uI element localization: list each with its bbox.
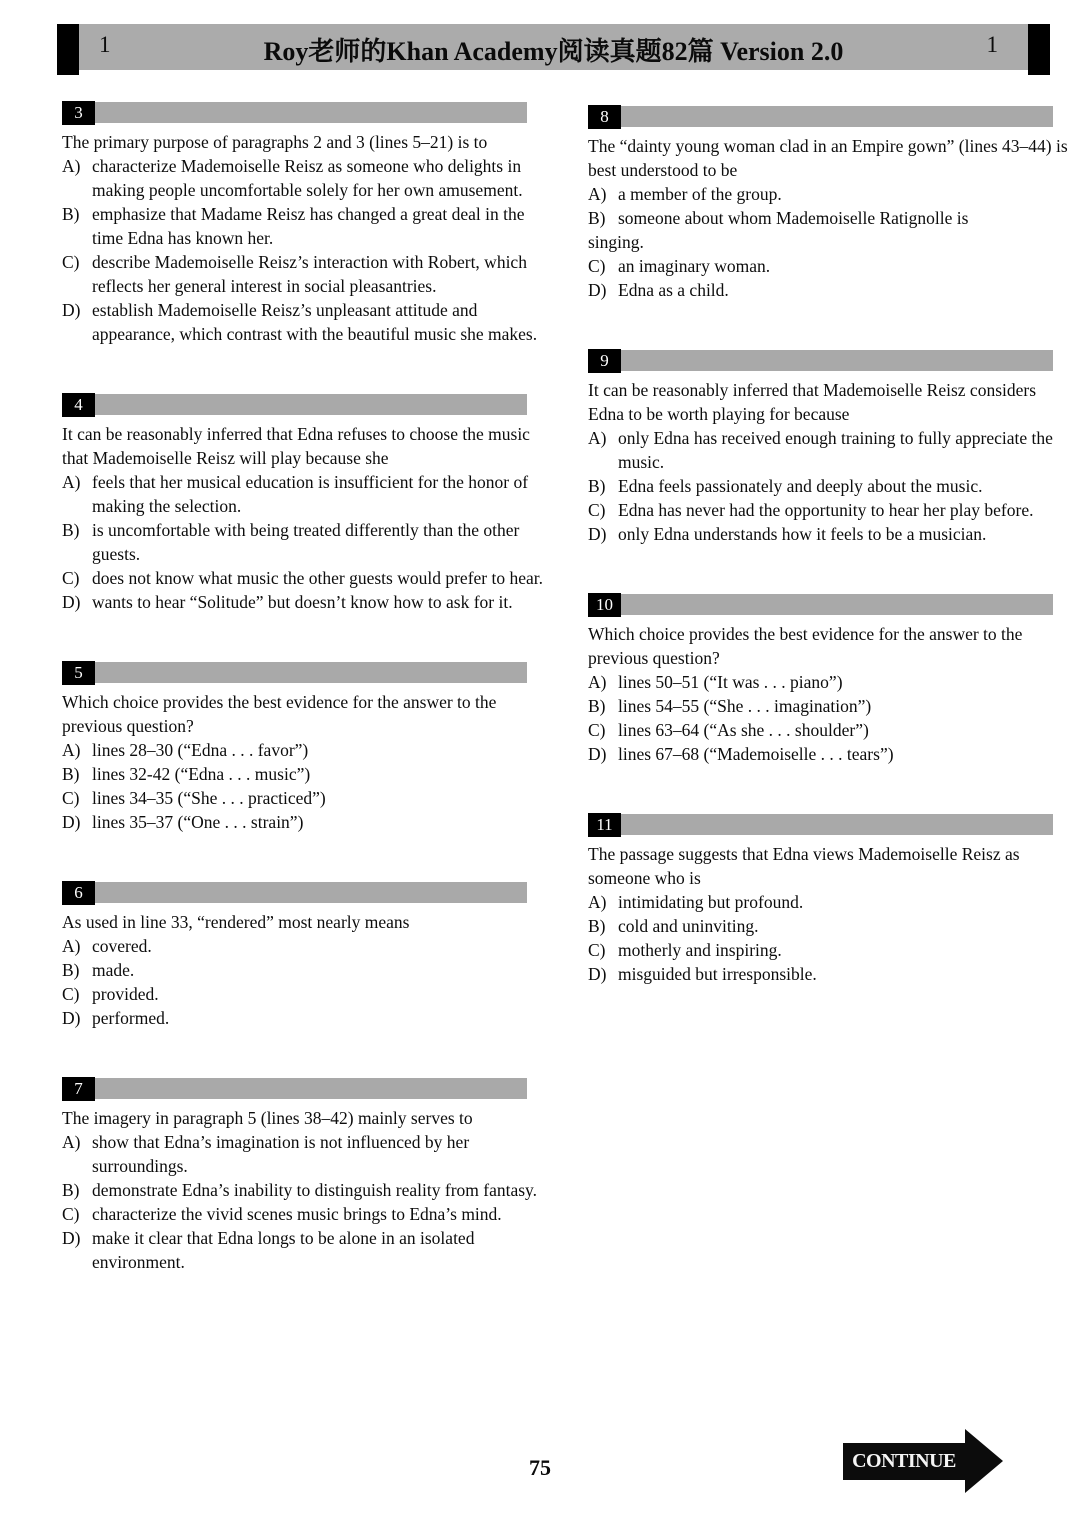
option-text: lines 34–35 (“She . . . practiced”) (92, 788, 326, 808)
option-letter: D) (62, 1008, 81, 1028)
answer-option (588, 670, 1070, 694)
question-number: 11 (588, 813, 621, 837)
option-letter: A) (588, 184, 607, 204)
option-text: demonstrate Edna’s inability to distinguish reality from fantasy. (92, 1180, 538, 1200)
answer-option (588, 742, 1070, 766)
question-header (62, 101, 544, 125)
option-text: is uncomfortable with being treated differently than the other guests. (92, 520, 520, 564)
answer-option (62, 566, 544, 590)
question-3 (62, 101, 544, 346)
question-stem: Which choice provides the best evidence for the answer to the previous question? (62, 692, 497, 736)
option-text: Edna feels passionately and deeply about the music. (618, 476, 983, 496)
option-text: describe Mademoiselle Reisz’s interaction with Robert, which reflects her general interest in social pleasantries. (92, 252, 527, 296)
question-header-bar (588, 814, 1053, 835)
continue-arrow-head-icon (965, 1429, 1003, 1493)
question-10 (588, 593, 1070, 766)
question-number: 8 (588, 105, 621, 129)
question-number: 7 (62, 1077, 95, 1101)
option-text: someone about whom Mademoiselle Ratignolle is (618, 208, 969, 228)
question-header-bar (588, 594, 1053, 615)
option-text: lines 32-42 (“Edna . . . music”) (92, 764, 311, 784)
option-text: lines 54–55 (“She . . . imagination”) (618, 696, 872, 716)
question-stem: The passage suggests that Edna views Mademoiselle Reisz as someone who is (588, 844, 1020, 888)
question-column-right (588, 105, 1070, 1033)
option-letter: D) (588, 280, 607, 300)
answer-option (62, 590, 544, 614)
answer-option (588, 522, 1070, 546)
option-letter: C) (588, 940, 606, 960)
option-letter: B) (62, 764, 80, 784)
option-letter: B) (62, 204, 80, 224)
page-header-bar (57, 24, 1050, 70)
answer-option (62, 1202, 544, 1226)
option-letter: D) (62, 592, 81, 612)
option-letter: A) (588, 672, 607, 692)
answer-option (588, 426, 1070, 474)
answer-option (588, 694, 1070, 718)
question-stem: Which choice provides the best evidence for the answer to the previous question? (588, 624, 1023, 668)
answer-option (588, 718, 1070, 742)
answer-option (62, 810, 544, 834)
answer-option (588, 182, 1070, 206)
option-letter: C) (588, 720, 606, 740)
question-header-bar (62, 662, 527, 683)
question-header (62, 661, 544, 685)
question-number: 5 (62, 661, 95, 685)
answer-option (62, 250, 544, 298)
question-header-bar (62, 1078, 527, 1099)
option-text: Edna as a child. (618, 280, 729, 300)
option-letter: A) (62, 472, 81, 492)
option-letter: C) (62, 1204, 80, 1224)
option-text: performed. (92, 1008, 170, 1028)
option-text: provided. (92, 984, 159, 1004)
option-text: cold and uninviting. (618, 916, 759, 936)
option-letter: D) (588, 744, 607, 764)
option-letter: B) (588, 916, 606, 936)
question-header-bar (62, 102, 527, 123)
continue-label: CONTINUE (843, 1443, 965, 1480)
question-header-bar (588, 350, 1053, 371)
answer-option (588, 890, 1070, 914)
option-text: made. (92, 960, 135, 980)
option-text: make it clear that Edna longs to be alone in an isolated environment. (92, 1228, 475, 1272)
option-text: characterize Mademoiselle Reisz as someone who delights in making people uncomfortable solely for her own amusement. (92, 156, 523, 200)
option-text: lines 50–51 (“It was . . . piano”) (618, 672, 843, 692)
option-text: a member of the group. (618, 184, 782, 204)
answer-option (588, 938, 1070, 962)
answer-option (62, 1130, 544, 1178)
question-stem: As used in line 33, “rendered” most nearly means (62, 912, 410, 932)
answer-option (62, 202, 544, 250)
option-letter: D) (62, 300, 81, 320)
question-header (62, 1077, 544, 1101)
answer-option (62, 982, 544, 1006)
option-text: motherly and inspiring. (618, 940, 782, 960)
option-letter: B) (62, 520, 80, 540)
option-letter: A) (588, 428, 607, 448)
question-5 (62, 661, 544, 834)
option-text: misguided but irresponsible. (618, 964, 817, 984)
option-letter: C) (588, 256, 606, 276)
option-letter: A) (62, 1132, 81, 1152)
option-letter: D) (62, 1228, 81, 1248)
option-text: establish Mademoiselle Reisz’s unpleasant attitude and appearance, which contrast with the beautiful music she makes. (92, 300, 538, 344)
option-letter: C) (62, 252, 80, 272)
question-9 (588, 349, 1070, 546)
question-stem: It can be reasonably inferred that Edna refuses to choose the music that Mademoiselle Reisz will play because she (62, 424, 530, 468)
question-column-left (62, 101, 544, 1321)
question-number: 10 (588, 593, 621, 617)
answer-option (588, 206, 1070, 230)
option-letter: D) (62, 812, 81, 832)
option-text: lines 35–37 (“One . . . strain”) (92, 812, 304, 832)
question-header-bar (62, 882, 527, 903)
question-header (588, 813, 1070, 837)
section-number-left: 1 (99, 32, 111, 57)
option-text: feels that her musical education is insufficient for the honor of making the selection. (92, 472, 529, 516)
question-header-bar (62, 394, 527, 415)
answer-option (588, 278, 1070, 302)
option-letter: B) (588, 696, 606, 716)
question-stem: It can be reasonably inferred that Mademoiselle Reisz considers Edna to be worth playing for because (588, 380, 1037, 424)
question-stem: The “dainty young woman clad in an Empire gown” (lines 43–44) is best understood to be (588, 136, 1068, 180)
option-letter: B) (588, 476, 606, 496)
option-text: lines 28–30 (“Edna . . . favor”) (92, 740, 309, 760)
answer-option (62, 1178, 544, 1202)
answer-option (62, 1226, 544, 1274)
option-letter: C) (588, 500, 606, 520)
question-header (62, 393, 544, 417)
question-number: 9 (588, 349, 621, 373)
question-number: 4 (62, 393, 95, 417)
answer-option (588, 914, 1070, 938)
section-number-right: 1 (986, 32, 998, 57)
question-header (588, 593, 1070, 617)
option-letter: B) (62, 1180, 80, 1200)
answer-option (62, 470, 544, 518)
question-number: 3 (62, 101, 95, 125)
question-header (62, 881, 544, 905)
question-stem: The primary purpose of paragraphs 2 and 3 (lines 5–21) is to (62, 132, 488, 152)
answer-option (62, 1006, 544, 1030)
page-number: 75 (529, 1455, 551, 1480)
answer-option (62, 958, 544, 982)
answer-option (62, 738, 544, 762)
option-text: Edna has never had the opportunity to hear her play before. (618, 500, 1034, 520)
option-text: wants to hear “Solitude” but doesn’t know how to ask for it. (92, 592, 513, 612)
option-text: covered. (92, 936, 152, 956)
question-4 (62, 393, 544, 614)
question-header-bar (588, 106, 1053, 127)
option-text: only Edna understands how it feels to be a musician. (618, 524, 987, 544)
option-continuation: singing. (588, 232, 644, 252)
option-letter: D) (588, 524, 607, 544)
answer-option (588, 498, 1070, 522)
question-header (588, 105, 1070, 129)
option-letter: A) (62, 936, 81, 956)
option-text: an imaginary woman. (618, 256, 771, 276)
option-letter: A) (62, 156, 81, 176)
option-text: intimidating but profound. (618, 892, 804, 912)
option-text: lines 63–64 (“As she . . . shoulder”) (618, 720, 869, 740)
option-letter: B) (62, 960, 80, 980)
question-7 (62, 1077, 544, 1274)
option-letter: B) (588, 208, 606, 228)
answer-option (62, 762, 544, 786)
document-title: Roy老师的Khan Academy阅读真题82篇 Version 2.0 (263, 37, 844, 66)
option-letter: C) (62, 568, 80, 588)
question-header (588, 349, 1070, 373)
option-text: only Edna has received enough training to fully appreciate the music. (618, 428, 1053, 472)
option-text: does not know what music the other guests would prefer to hear. (92, 568, 544, 588)
option-letter: C) (62, 788, 80, 808)
option-letter: A) (588, 892, 607, 912)
option-letter: C) (62, 984, 80, 1004)
option-letter: D) (588, 964, 607, 984)
answer-option (588, 254, 1070, 278)
option-text: lines 67–68 (“Mademoiselle . . . tears”) (618, 744, 894, 764)
question-6 (62, 881, 544, 1030)
answer-option (62, 518, 544, 566)
answer-option (588, 962, 1070, 986)
question-stem: The imagery in paragraph 5 (lines 38–42) mainly serves to (62, 1108, 473, 1128)
question-number: 6 (62, 881, 95, 905)
answer-option (62, 298, 544, 346)
continue-arrow (843, 1429, 1003, 1493)
answer-option (62, 154, 544, 202)
option-text: characterize the vivid scenes music brings to Edna’s mind. (92, 1204, 502, 1224)
answer-option (62, 934, 544, 958)
answer-option (588, 474, 1070, 498)
option-text: show that Edna’s imagination is not influenced by her surroundings. (92, 1132, 470, 1176)
answer-option (62, 786, 544, 810)
question-8 (588, 105, 1070, 302)
option-letter: A) (62, 740, 81, 760)
question-11 (588, 813, 1070, 986)
option-text: emphasize that Madame Reisz has changed a great deal in the time Edna has known her. (92, 204, 525, 248)
